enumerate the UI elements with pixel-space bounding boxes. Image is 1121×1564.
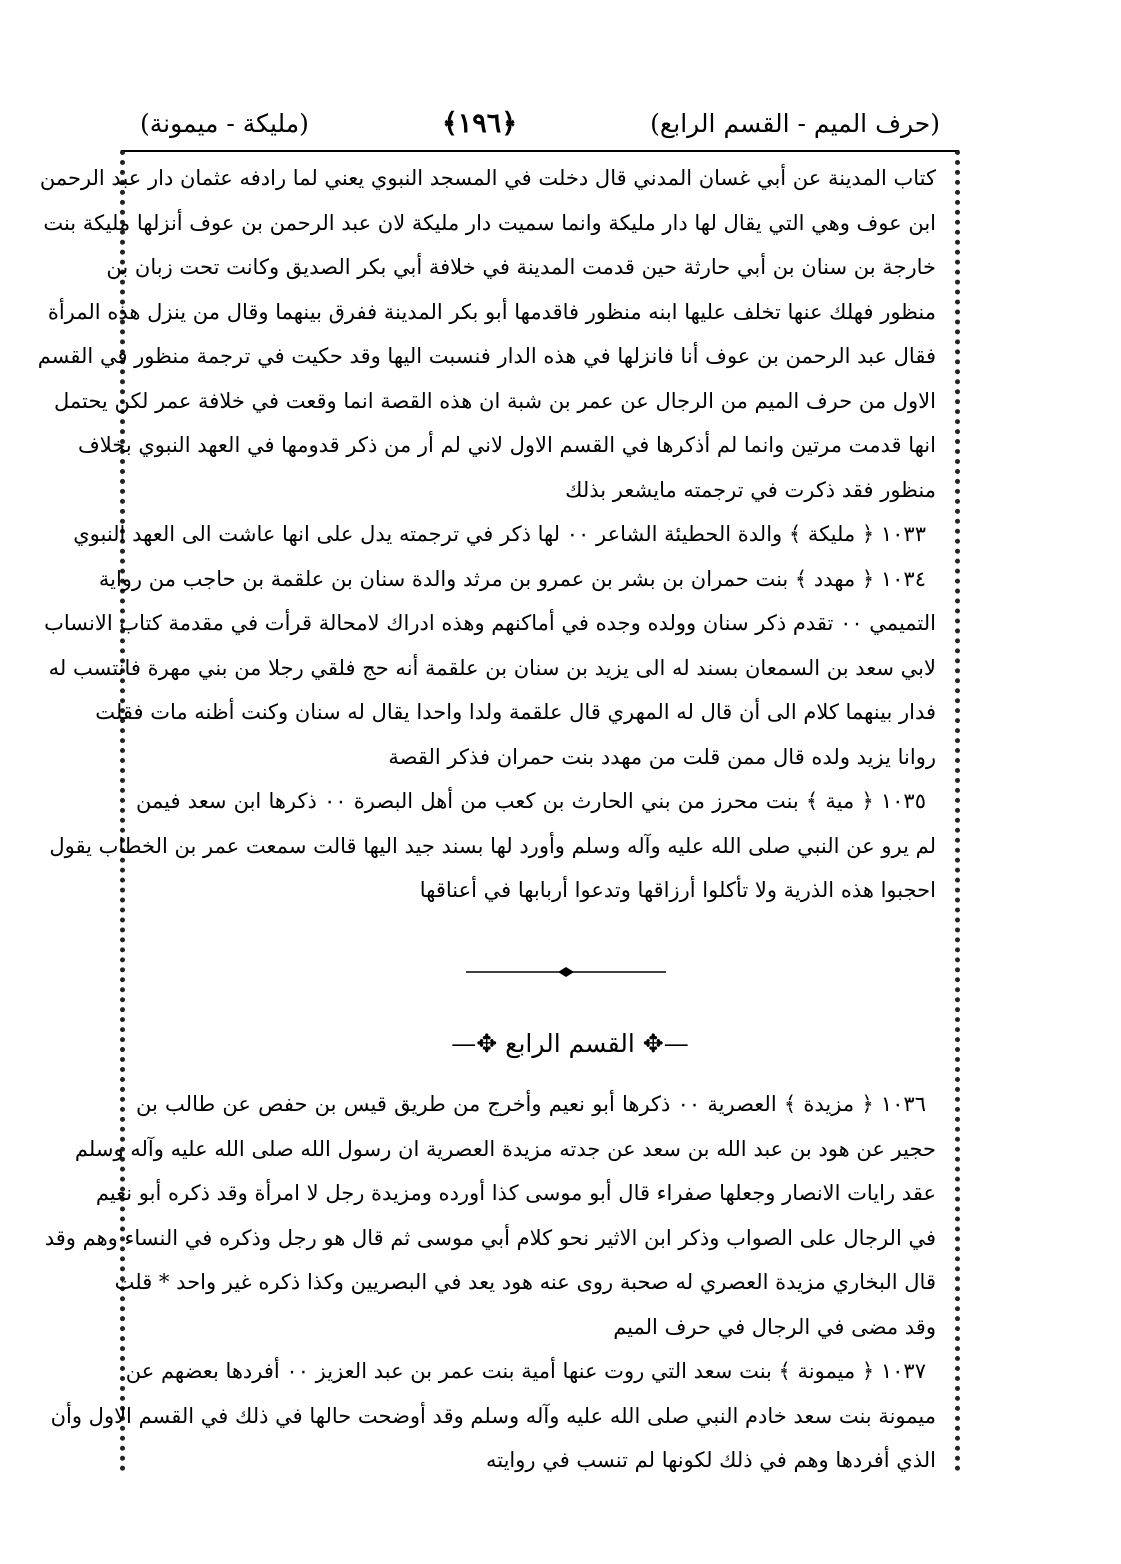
text-line: احجبوا هذه الذرية ولا تأكلوا أرزاقها وتدعوا أربابها في أعناقها (419, 878, 936, 902)
entry-1033: ١٠٣٣ ﴿ مليكة ﴾ والدة الحطيئة الشاعر ٠٠ لها ذكر في ترجمته يدل على انها عاشت الى العهد النبوي (73, 522, 926, 546)
text-line: وقد مضى في الرجال في حرف الميم (613, 1314, 936, 1339)
text-line: روانا يزيد ولده قال ممن قلت من مهدد بنت حمران فذكر القصة (388, 744, 936, 769)
entry-1035: ١٠٣٥ ﴿ مية ﴾ بنت محرز من بني الحارث بن كعب من أهل البصرة ٠٠ ذكرها ابن سعد فيمن (136, 789, 926, 813)
text-line: انها قدمت مرتين وانما لم أذكرها في القسم الاول لاني لم أر من ذكر قدومها في العهد النبوي بخلاف (77, 433, 936, 457)
page-header (140, 100, 940, 146)
entry-1036: ١٠٣٦ ﴿ مزيدة ﴾ العصرية ٠٠ ذكرها أبو نعيم وأخرج من طريق قيس بن حفص عن طالب بن (136, 1092, 926, 1116)
text-line: كتاب المدينة عن أبي غسان المدني قال دخلت في المسجد النبوي يعني لما رادفه عثمان دار عبد الرحمن (39, 166, 936, 190)
text-line: خارجة بن سنان بن أبي حارثة حين قدمت المدينة في خلافة أبي بكر الصديق وكانت تحت زبان بن (106, 255, 936, 279)
entry-1037: ١٠٣٧ ﴿ ميمونة ﴾ بنت سعد التي روت عنها أمية بنت عمر بن عبد العزيز ٠٠ أفردها بعضهم عن (125, 1359, 926, 1383)
text-line: قال البخاري مزيدة العصري له صحبة روى عنه هود يعد في البصريين وكذا ذكره غير واحد * قلت (114, 1270, 936, 1294)
text-line: عقد رايات الانصار وجعلها صفراء قال أبو موسى كذا أورده ومزيدة رجل لا امرأة وقد ذكره أبو نعيم (95, 1181, 936, 1205)
divider-ornament (466, 966, 666, 978)
text-line: لابي سعد بن السمعان بسند له الى يزيد بن سنان بن علقمة أنه حج فلقي رجلا من بني مهرة فانتسب له (48, 655, 936, 680)
text-line: الاول من حرف الميم من الرجال عن عمر بن شبة ان هذه القصة انما وقعت في خلافة عمر لكن يحتمل (54, 388, 936, 413)
text-line: الذي أفردها وهم في ذلك لكونها لم تنسب في روايته (485, 1448, 936, 1472)
text-line: في الرجال على الصواب وذكر ابن الاثير نحو كلام أبي موسى ثم قال هو رجل وذكره في النساء وهم وقد (44, 1225, 936, 1250)
entry-1034: ١٠٣٤ ﴿ مهدد ﴾ بنت حمران بن بشر بن عمرو بن مرثد والدة سنان بن علقمة بن حاجب من رواية (98, 566, 926, 591)
ornament-right-icon: ✥— (451, 1029, 506, 1058)
ornament-left-icon: —✥ (634, 1029, 689, 1058)
text-line: منظور فقد ذكرت في ترجمته مايشعر بذلك (565, 477, 936, 502)
main-text-block (37, 156, 936, 913)
section-title-text: القسم الرابع (505, 1029, 635, 1058)
text-line: ابن عوف وهي التي يقال لها دار مليكة وانما سميت دار مليكة لان عبد الرحمن بن عوف أنزلها مليكة بنت (43, 210, 936, 235)
text-line: فقال عبد الرحمن بن عوف أنا فانزلها في هذه الدار فنسبت اليها وقد حكيت في ترجمة منظور في القسم (37, 344, 936, 368)
text-line: حجير عن هود بن عبد الله بن سعد عن جدته مزيدة العصرية ان رسول الله صلى الله عليه وآله وسلم (74, 1136, 936, 1161)
header-entries-label: (مليكة - ميمونة) (140, 108, 309, 138)
page-number: ﴿١٩٦﴾ (441, 107, 518, 139)
text-line: ميمونة بنت سعد خادم النبي صلى الله عليه وآله وسلم وقد أوضحت حالها في ذلك في القسم الاول وأن (50, 1403, 936, 1428)
text-line: فدار بينهما كلام الى أن قال له المهري قال علقمة ولدا واحدا يقال له سنان وكنت أظنه مات فقلت (95, 700, 936, 724)
text-line: التميمي ٠٠ تقدم ذكر سنان وولده وجده في أماكنهم وهذه ادراك لامحالة قرأت في مقدمة كتاب الانساب (44, 611, 936, 635)
section-4-text-block (44, 1082, 936, 1483)
section-title (400, 1022, 740, 1066)
text-line: منظور فهلك عنها تخلف عليها ابنه منظور فاقدمها أبو بكر المدينة ففرق بينهما وقال من ينزل هذه المرأة (47, 299, 936, 324)
header-section-label: (حرف الميم - القسم الرابع) (650, 108, 940, 138)
text-line: لم يرو عن النبي صلى الله عليه وآله وسلم وأورد لها بسند جيد اليها قالت سمعت عمر بن الخطاب يقول (49, 833, 936, 858)
